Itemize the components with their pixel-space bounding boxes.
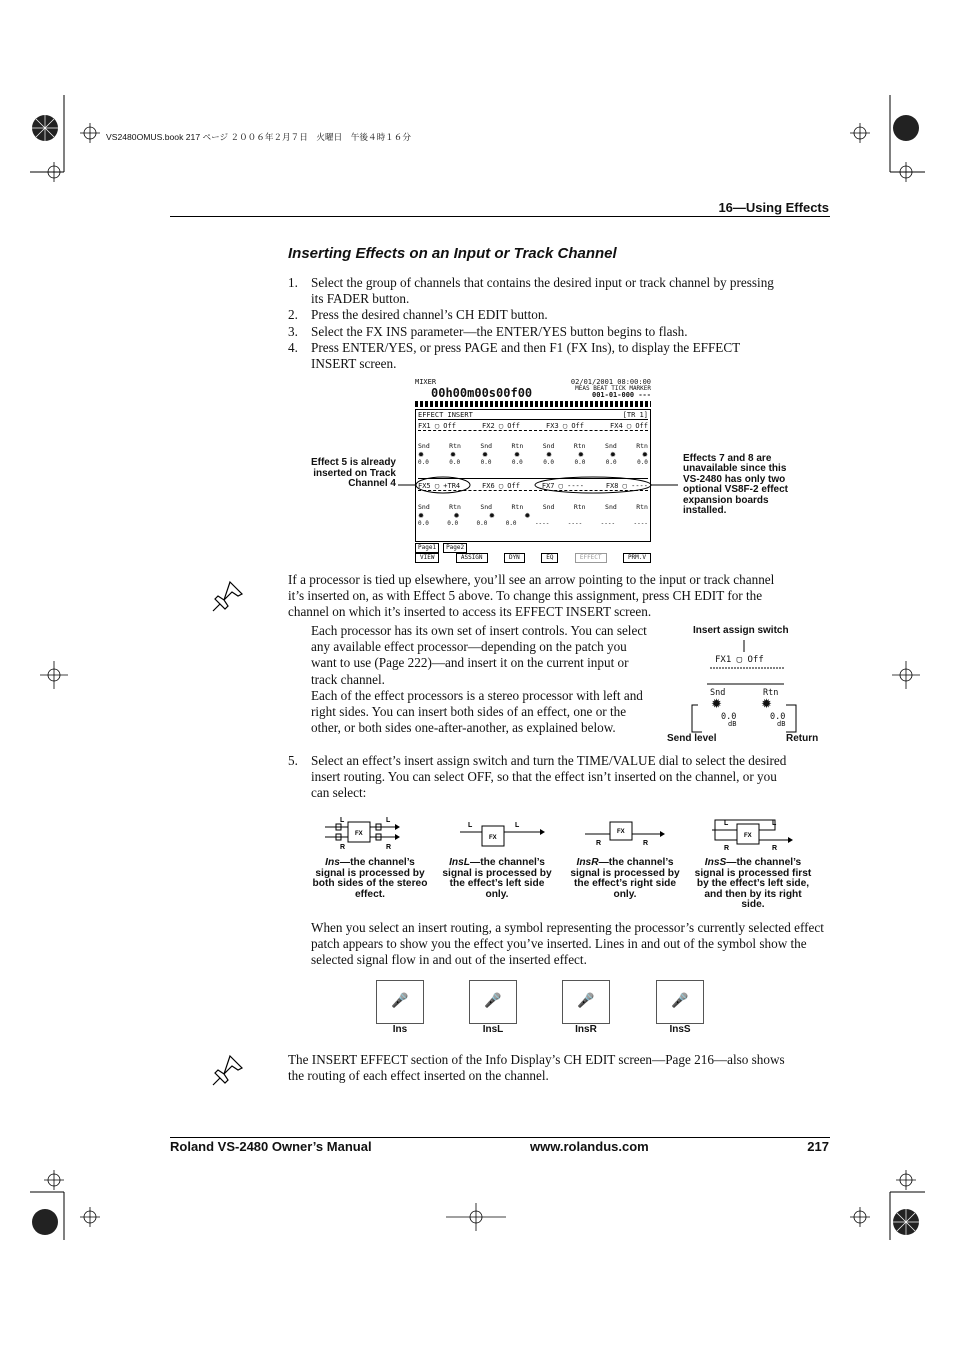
fx7-switch[interactable]: FX7 ▢ ---- <box>541 482 584 490</box>
return-value: 0.0 <box>770 712 786 722</box>
knob-label: Rtn <box>636 442 648 450</box>
fkey-effect[interactable]: EFFECT <box>575 553 607 563</box>
fkey-assign[interactable]: ASSIGN <box>456 553 488 563</box>
pushpin-note-icon <box>210 578 246 614</box>
svg-text:L: L <box>340 817 345 824</box>
routing-diagrams <box>300 810 820 860</box>
screen-callout-lines <box>0 0 954 600</box>
svg-text:L: L <box>515 822 520 829</box>
mic-symbol-icon: 🎤 <box>562 980 610 1024</box>
callout-effect-5: Effect 5 is already inserted on Track Channel 4 <box>310 457 396 490</box>
knob-icon[interactable]: ✹ <box>524 510 531 521</box>
note-info-display: The INSERT EFFECT section of the Info Display’s CH EDIT screen—Page 216—also shows the routing of each effect inserted on the channel. <box>288 1052 785 1084</box>
knob-icon[interactable]: ✹ <box>418 449 425 460</box>
step-5: 5. Select an effect’s insert assign switch and turn the TIME/VALUE dial to select the desired insert routing. You can select OFF, so that the effect isn’t inserted on the channel, or you can select: <box>288 753 787 801</box>
send-unit: dB <box>728 720 737 728</box>
knob-icon[interactable]: ✹ <box>545 449 552 460</box>
knob-icon[interactable]: ✹ <box>513 449 520 460</box>
knob-label: Rtn <box>449 503 461 511</box>
fx-label: FX <box>489 835 497 841</box>
mic-symbol-icon: 🎤 <box>469 980 517 1024</box>
return-unit: dB <box>777 720 786 728</box>
time-code: 00h00m00s00f00 <box>431 385 533 400</box>
routing-caption-insl: InsL—the channel’s signal is processed by the effect’s left side only. <box>442 857 552 900</box>
level-row-2: 0.0 0.0 0.0 0.0 ---- ---- ---- ---- <box>418 520 648 527</box>
symbol-ins: 🎤 Ins <box>376 980 424 1035</box>
svg-text:R: R <box>772 845 778 852</box>
knob-label: Snd <box>605 442 617 450</box>
footer-url[interactable]: www.rolandus.com <box>530 1139 649 1154</box>
insert-switch-readout[interactable]: FX1 ▢ Off <box>715 655 764 665</box>
svg-text:L: L <box>772 820 777 827</box>
chapter-header: 16—Using Effects <box>718 200 829 215</box>
measure-block: MEAS BEAT TICK MARKER 001-01-000 --- <box>575 385 651 399</box>
knob-label: Snd <box>480 503 493 511</box>
knob-label: Snd <box>418 442 430 450</box>
footer-rule <box>170 1137 830 1138</box>
send-level-label: Send level <box>667 733 717 744</box>
para-stereo-processor: Each of the effect processors is a stereo processor with left and right sides. You can insert both sides of an effect, one or the other, or both sides one-after-another, as explained below. <box>311 688 643 736</box>
fx2-switch[interactable]: FX2 ▢ Off <box>482 422 520 430</box>
svg-text:R: R <box>643 840 649 847</box>
step-4: 4. Press ENTER/YES, or press PAGE and then F1 (FX Ins), to display the EFFECT INSERT screen. <box>288 339 740 372</box>
send-value: 0.0 <box>721 712 737 722</box>
return-knob-icon[interactable]: ✹ <box>761 696 772 711</box>
knob-label: Rtn <box>511 442 524 450</box>
fx-label: FX <box>355 831 363 837</box>
fkey-eq[interactable]: EQ <box>541 553 558 563</box>
fx4-switch[interactable]: FX4 ▢ Off <box>610 422 648 430</box>
step-3: 3. Select the FX INS parameter—the ENTER/YES button begins to flash. <box>288 323 688 339</box>
print-header: VS2480OMUS.book 217 ページ ２００６年２月７日 火曜日 午後４時１６分 <box>106 132 411 142</box>
fkey-prm-v[interactable]: PRM.V <box>623 553 651 563</box>
rtn-label: Rtn <box>763 688 779 698</box>
insert-assign-title: Insert assign switch <box>693 625 789 636</box>
panel-track: [TR 1] <box>622 411 648 419</box>
knob-icon[interactable]: ✹ <box>449 449 457 460</box>
symbol-insr: 🎤 InsR <box>562 980 610 1035</box>
page-number: 217 <box>807 1139 829 1154</box>
panel-title: EFFECT INSERT <box>418 411 473 419</box>
mic-symbol-icon: 🎤 <box>656 980 704 1024</box>
send-knob-icon[interactable]: ✹ <box>711 696 722 711</box>
knob-icon[interactable]: ✹ <box>481 449 488 460</box>
svg-text:R: R <box>724 845 730 852</box>
note-processor-tied-up: If a processor is tied up elsewhere, you’ll see an arrow pointing to the input or track channel it’s inserted on, as with Effect 5 above. To change this assignment, press CH EDIT for the channel on which it’s inserted to access its EFFECT INSERT screen. <box>288 572 775 620</box>
knob-icon[interactable]: ✹ <box>488 510 495 521</box>
knob-icon[interactable]: ✹ <box>641 449 648 460</box>
step-2: 2. Press the desired channel’s CH EDIT button. <box>288 307 548 323</box>
svg-text:R: R <box>340 844 346 851</box>
knob-label: Rtn <box>573 503 586 511</box>
knob-label: Snd <box>418 503 430 511</box>
mic-symbol-icon: 🎤 <box>376 980 424 1024</box>
callout-effects-7-8: Effects 7 and 8 are unavailable since this VS-2480 has only two optional VS8F-2 effect expansion boards installed. <box>683 453 789 517</box>
fx-label: FX <box>744 833 752 839</box>
routing-caption-ins: Ins—the channel’s signal is processed by both sides of the stereo effect. <box>312 857 428 900</box>
fx5-switch[interactable]: FX5 ▢ +TR4 <box>418 482 461 490</box>
fx8-switch[interactable]: FX8 ▢ ---- <box>605 482 648 490</box>
fkey-dyn[interactable]: DYN <box>504 553 525 563</box>
svg-text:R: R <box>596 840 602 847</box>
para-insert-controls: Each processor has its own set of insert controls. You can select any available effect processor—depending on the patch you want to use (Page 222)—and insert it on the current input or track channel. <box>311 623 647 687</box>
knob-label: Snd <box>542 442 555 450</box>
return-label: Return <box>786 733 819 744</box>
knob-label: Snd <box>480 442 493 450</box>
svg-text:L: L <box>724 820 729 827</box>
fx6-switch[interactable]: FX6 ▢ Off <box>482 482 520 490</box>
symbol-inss: 🎤 InsS <box>656 980 704 1035</box>
routing-caption-inss: InsS—the channel’s signal is processed first by the effect’s left side, and then by its right side. <box>694 857 812 911</box>
section-title: Inserting Effects on an Input or Track Channel <box>288 245 617 262</box>
screen-title: MIXER <box>415 378 437 386</box>
screen-date: 02/01/2001 08:00:00 <box>570 378 651 386</box>
insert-figure-lines <box>660 624 830 749</box>
fkey-view[interactable]: VIEW <box>415 553 439 563</box>
knob-icon[interactable]: ✹ <box>577 449 584 460</box>
knob-icon[interactable]: ✹ <box>453 510 460 521</box>
knob-label: Rtn <box>573 442 586 450</box>
level-row-1: 0.0 0.0 0.0 0.0 0.0 0.0 0.0 0.0 <box>418 459 648 466</box>
pushpin-note-icon <box>210 1052 246 1088</box>
knob-label: Rtn <box>511 503 524 511</box>
knob-icon[interactable]: ✹ <box>418 510 425 521</box>
step-1: 1. Select the group of channels that contains the desired input or track channel by pressing its FADER button. <box>288 275 774 307</box>
para-insert-symbol: When you select an insert routing, a symbol representing the processor’s currently selected effect patch appears to show you the effect you’ve inserted. Lines in and out of the symbol show the selected signal flow in and out of the inserted effect. <box>311 920 824 968</box>
knob-label: Snd <box>605 503 617 511</box>
fx-label: FX <box>617 829 625 835</box>
svg-text:L: L <box>386 817 391 824</box>
knob-icon[interactable]: ✹ <box>609 449 616 460</box>
fx3-switch[interactable]: FX3 ▢ Off <box>546 422 584 430</box>
knob-label: Rtn <box>636 503 648 511</box>
routing-caption-insr: InsR—the channel’s signal is processed by the effect’s right side only. <box>570 857 680 900</box>
symbol-insl: 🎤 InsL <box>469 980 517 1035</box>
insert-assign-figure <box>660 624 830 749</box>
snd-label: Snd <box>710 688 726 698</box>
knob-label: Snd <box>542 503 555 511</box>
svg-text:R: R <box>386 844 392 851</box>
footer-manual-title: Roland VS-2480 Owner’s Manual <box>170 1139 372 1154</box>
knob-label: Rtn <box>449 442 461 450</box>
fx1-switch[interactable]: FX1 ▢ Off <box>418 422 456 430</box>
tab-page1[interactable]: Page1 <box>415 543 439 553</box>
tab-page2[interactable]: Page2 <box>443 543 467 553</box>
svg-text:L: L <box>468 822 473 829</box>
